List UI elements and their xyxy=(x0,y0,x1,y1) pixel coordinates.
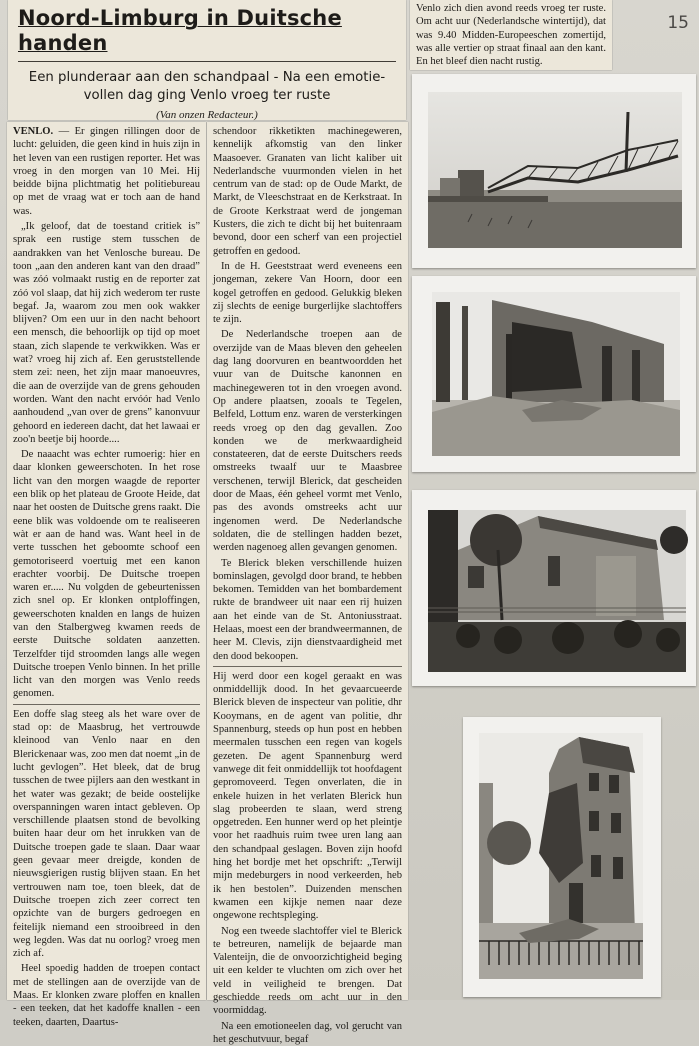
photo-image xyxy=(428,92,682,248)
paragraph xyxy=(13,125,200,218)
headline-clipping xyxy=(8,0,406,120)
paragraph: De Nederlandsche troepen aan de overzijde van de Maas bleven den geheelen dag lang doorvuren en beantwoordden het vuur van de Duitsche kanonnen en machinegeweren tot in den vroegen avond. Op andere plaatsen, zooals te Tegelen, Belfeld, Lottum enz. waren de versterkingen reeds vroeg op den dag gevallen. Zoo konden we de merkwaardigheid constateeren, dat de eerste Duitschers reeds omstreeks twaalf uur te Maasbree verschenen, terwijl Blerick, dat gescheiden door de Maas, één geheel vormt met Venlo, pas des avonds omstreeks acht uur ingenomen werd. De Nederlandsche soldaten, die de stellingen hadden bezet, werden nagenoeg allen gevangen genomen. xyxy=(213,329,402,554)
article-subheadline xyxy=(20,69,394,105)
photo-image xyxy=(432,292,680,456)
subheadline-line-1: Een plunderaar aan den schandpaal - Na een emotie- xyxy=(28,70,386,85)
paragraph: In de H. Geeststraat werd eveneens een jongeman, zekere Van Hoorn, door een kogel getroffen en gedood. Gelukkig bleken zij slechts de eenige burgerlijke slachtoffers te zijn. xyxy=(213,260,402,326)
headline-rule xyxy=(18,61,396,62)
photo-image xyxy=(479,733,643,979)
paragraph: Te Blerick bleken verschillende huizen bominslagen, gevolgd door brand, te hebben bekomen. Temidden van het bombardement rukte de brandweer uit naar een rij huizen aan het einde van de St. Antoniusstraat. Helaas, moest een der brandweermannen, de heer M. Clevis, zijn dienstvaardigheid met den dood bekoopen. xyxy=(213,557,402,662)
continuation-clipping xyxy=(410,0,612,70)
paragraph: Een doffe slag steeg als het ware over de stad op: de Maasbrug, het vertrouwde kleinood van Venlo naar en den Blerickenaar was, zoo men dat noemt „in de lucht gevlogen”. Het bleek, dat de brug tusschen de twee pijlers aan den westkant in het water was gezakt; de beide oostelijke overspanningen waren intact gebleven. Op verschillende plaatsen stond de bevolking buiten haar deur om het inrukken van de Duitsche troepen gade te slaan. Daar waar geen gevaar meer dreigde, konden de nieuwsgierigen rustig blijven staan. En het vertrouwen nam toe, toen bleek, dat de Duitsche troepen zich zeer correct ten opzichte van de burgers gedroegen en feitelijk niemand een strooibreed in den weg legden. Was dat nu oorlog? vroeg men zich af. xyxy=(13,708,200,960)
paragraph: Heel spoedig hadden de troepen contact met de stellingen aan de overzijde van de Maas. Er klonken zware ploffen en knallen - een teeken, dat het kadoffe knallen - een teeken, daarten, Daartus- xyxy=(13,963,200,1028)
article-byline: (Van onzen Redacteur.) xyxy=(156,109,258,121)
page-number: 15 xyxy=(667,13,689,33)
column-divider xyxy=(213,666,402,667)
paragraph-text: — Er gingen rillingen door de lucht: geluiden, die geen kind in huis zijn in het leven van een rustigen reporter. Het was vroeg in den morgen van 10 Mei. Hij beidde bijna plichtmatig het politiebureau op met de vraag wat er toch aan de hand was. xyxy=(13,126,200,217)
paragraph: Venlo zich dien avond reeds vroeg ter ruste. Om acht uur (Nederlandsche wintertijd), dat was 9.40 Midden-Europeeschen zomertijd, was alle vertier op straat finaal aan den kant. En het bleef dien nacht rustig. xyxy=(416,3,606,68)
paragraph: schendoor rikketikten machinegeweren, kennelijk afkomstig van den linker Maasoever. Granaten van licht kaliber uit Nederlandsche vuurmonden vielen in het centrum van de stad: op de Oude Markt, de Markt, de Vleeschstraat en de Kerkstraat. In de Groote Kerkstraat werd de jongeman Kusters, die zich te dicht bij het buitenraam bevond, door een scherf van een projectiel getroffen en gedood. xyxy=(213,126,402,257)
paragraph: Nog een tweede slachtoffer viel te Blerick te betreuren, namelijk de bejaarde man Valenteijn, die de onvoorzichtigheid beging uit een kelder te vluchten om zich over het veld in veiligheid te brengen. Dat geschiedde reeds om acht uur in den voormiddag. xyxy=(213,925,402,1017)
photo-collapsed-bridge xyxy=(412,74,696,268)
photo-image xyxy=(428,510,686,672)
dateline: VENLO. xyxy=(13,126,54,137)
left-column-text xyxy=(13,125,200,1029)
photo-destroyed-building xyxy=(412,276,696,472)
right-column-text xyxy=(213,125,402,1046)
article-column-left xyxy=(7,122,206,1028)
paragraph: Hij werd door een kogel geraakt en was onmiddellijk dood. In het gevaarcueerde Blerick bleven de inspecteur van politie, dhr Kooymans, en de agent van politie, dhr Spannenburg, steeds op hun post en hebben meermalen tusschen een regen van kogels gezeten. De agent Spannenburg werd vanwege dit feit onmiddellijk tot hoofdagent gepromoveerd. Tegen onverlaten, die in enkele huizen in het verlaten Blerick hun slag probeerden te slaan, werd streng opgetreden. Een hunner werd op het pleintje voor het raadhuis ruim twee uren lang aan den schandpaal geslagen. Boven zijn hoofd hing het bordje met het opschrift: „Terwijl mijn medeburgers in nood verkeerden, heb ik hen bestolen”. Duizenden menschen kwamen een kijkje nemen naar deze ongewone rechtspleging. xyxy=(213,670,402,922)
column-divider xyxy=(13,704,200,705)
article-headline: Noord-Limburg in Duitsche handen xyxy=(18,6,342,55)
photo-damaged-house xyxy=(412,490,696,686)
continuation-text xyxy=(416,2,606,68)
photo-damaged-corner-building xyxy=(463,717,661,997)
article-column-right xyxy=(207,122,408,1045)
paragraph: Na een emotioneelen dag, vol gerucht van het geschutvuur, begaf xyxy=(213,1020,402,1045)
paragraph: De naaacht was echter rumoerig: hier en daar klonken geweerschoten. In het rose licht van den morgen waagde de reporter een blik op het plateau de Groote Heide, dat naar het oosten de Duitsche grens raakt. Die eene blik was voldoende om te realiseeren wàt er aan de hand was. Want heel in de verte tusschen het geboomte schoof een gemotoriseerd voertuig met een kanon erachter voorbij. De Duitsche troepen waren er..... Nu volgden de gebeurtenissen zich snel op. Er klonken ontploffingen, geweerschoten knalden en langs de huizen van den Stalbergweg kwamen reeds de eerste Duitsche soldaten aanzetten. Terzelfder tijd stroomden langs alle wegen Duitsche troepen Venlo binnen. In het prille licht van den morgen was Venlo reeds genomen. xyxy=(13,449,200,700)
paragraph: „Ik geloof, dat de toestand critiek is” sprak een rustige stem tusschen de aandrakken van het Venlosche bureau. De toon „aan den anderen kant van den draad” was zóó volmaakt rustig en de reporter zat zóó vol slaap, dat hij zich wederom ter ruste begaf. Ja, waarom zou men ook wakker blijven? Om een uur in den nacht behoort een mensch, die behoorlijk op tijd op moet staan, zich slapende te verkwikken. Was er wat? vroeg hij zich af. Een geruststellende stem zei: neen, het zijn maar manoeuvres, die aan de overzijde van de grens gehouden worden. Want den nacht ervóór had Venlo aanhoudend „van over de grens” kanonvuur gehoord en iedereen dacht, dat het lawaai er zoo'n beetje bij hoorde.... xyxy=(13,221,200,445)
subheadline-line-2: vollen dag ging Venlo vroeg ter ruste xyxy=(83,88,331,103)
